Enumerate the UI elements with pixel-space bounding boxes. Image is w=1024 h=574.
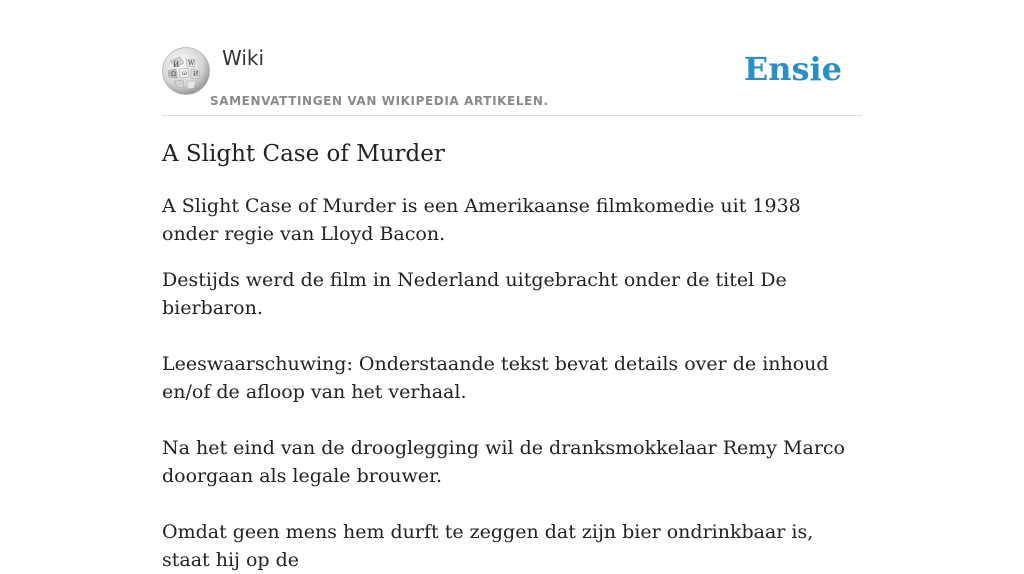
site-header xyxy=(162,0,862,116)
svg-text:W: W xyxy=(188,60,195,67)
svg-text:Ω: Ω xyxy=(171,71,176,78)
svg-text:Ѝ: Ѝ xyxy=(173,61,180,69)
svg-text:ω: ω xyxy=(182,70,187,77)
article-paragraph: Omdat geen mens hem durft te zeggen dat zijn bier ondrinkbaar is, staat hij op de xyxy=(162,521,814,571)
ensie-brand-logo[interactable]: Ensie xyxy=(743,50,842,88)
article-title: A Slight Case of Murder xyxy=(162,141,445,167)
site-tagline: SAMENVATTINGEN VAN WIKIPEDIA ARTIKELEN. xyxy=(210,94,549,108)
article-paragraph: Na het eind van de drooglegging wil de dranksmokkelaar Remy Marco doorgaan als legale brouwer. xyxy=(162,437,845,487)
article-paragraph: A Slight Case of Murder is een Amerikaanse filmkomedie uit 1938 onder regie van Lloyd Bacon. xyxy=(162,195,801,245)
article-body xyxy=(162,192,862,574)
wikipedia-globe-logo-icon[interactable] xyxy=(162,47,210,95)
site-title-link[interactable]: Wiki xyxy=(222,46,265,70)
svg-text:И: И xyxy=(193,71,199,78)
spoiler-warning-paragraph: Leeswaarschuwing: Onderstaande tekst bevat details over de inhoud en/of de afloop van het verhaal. xyxy=(162,353,829,403)
content-container xyxy=(162,0,862,571)
article-paragraph: Destijds werd de film in Nederland uitgebracht onder de titel De bierbaron. xyxy=(162,269,787,319)
